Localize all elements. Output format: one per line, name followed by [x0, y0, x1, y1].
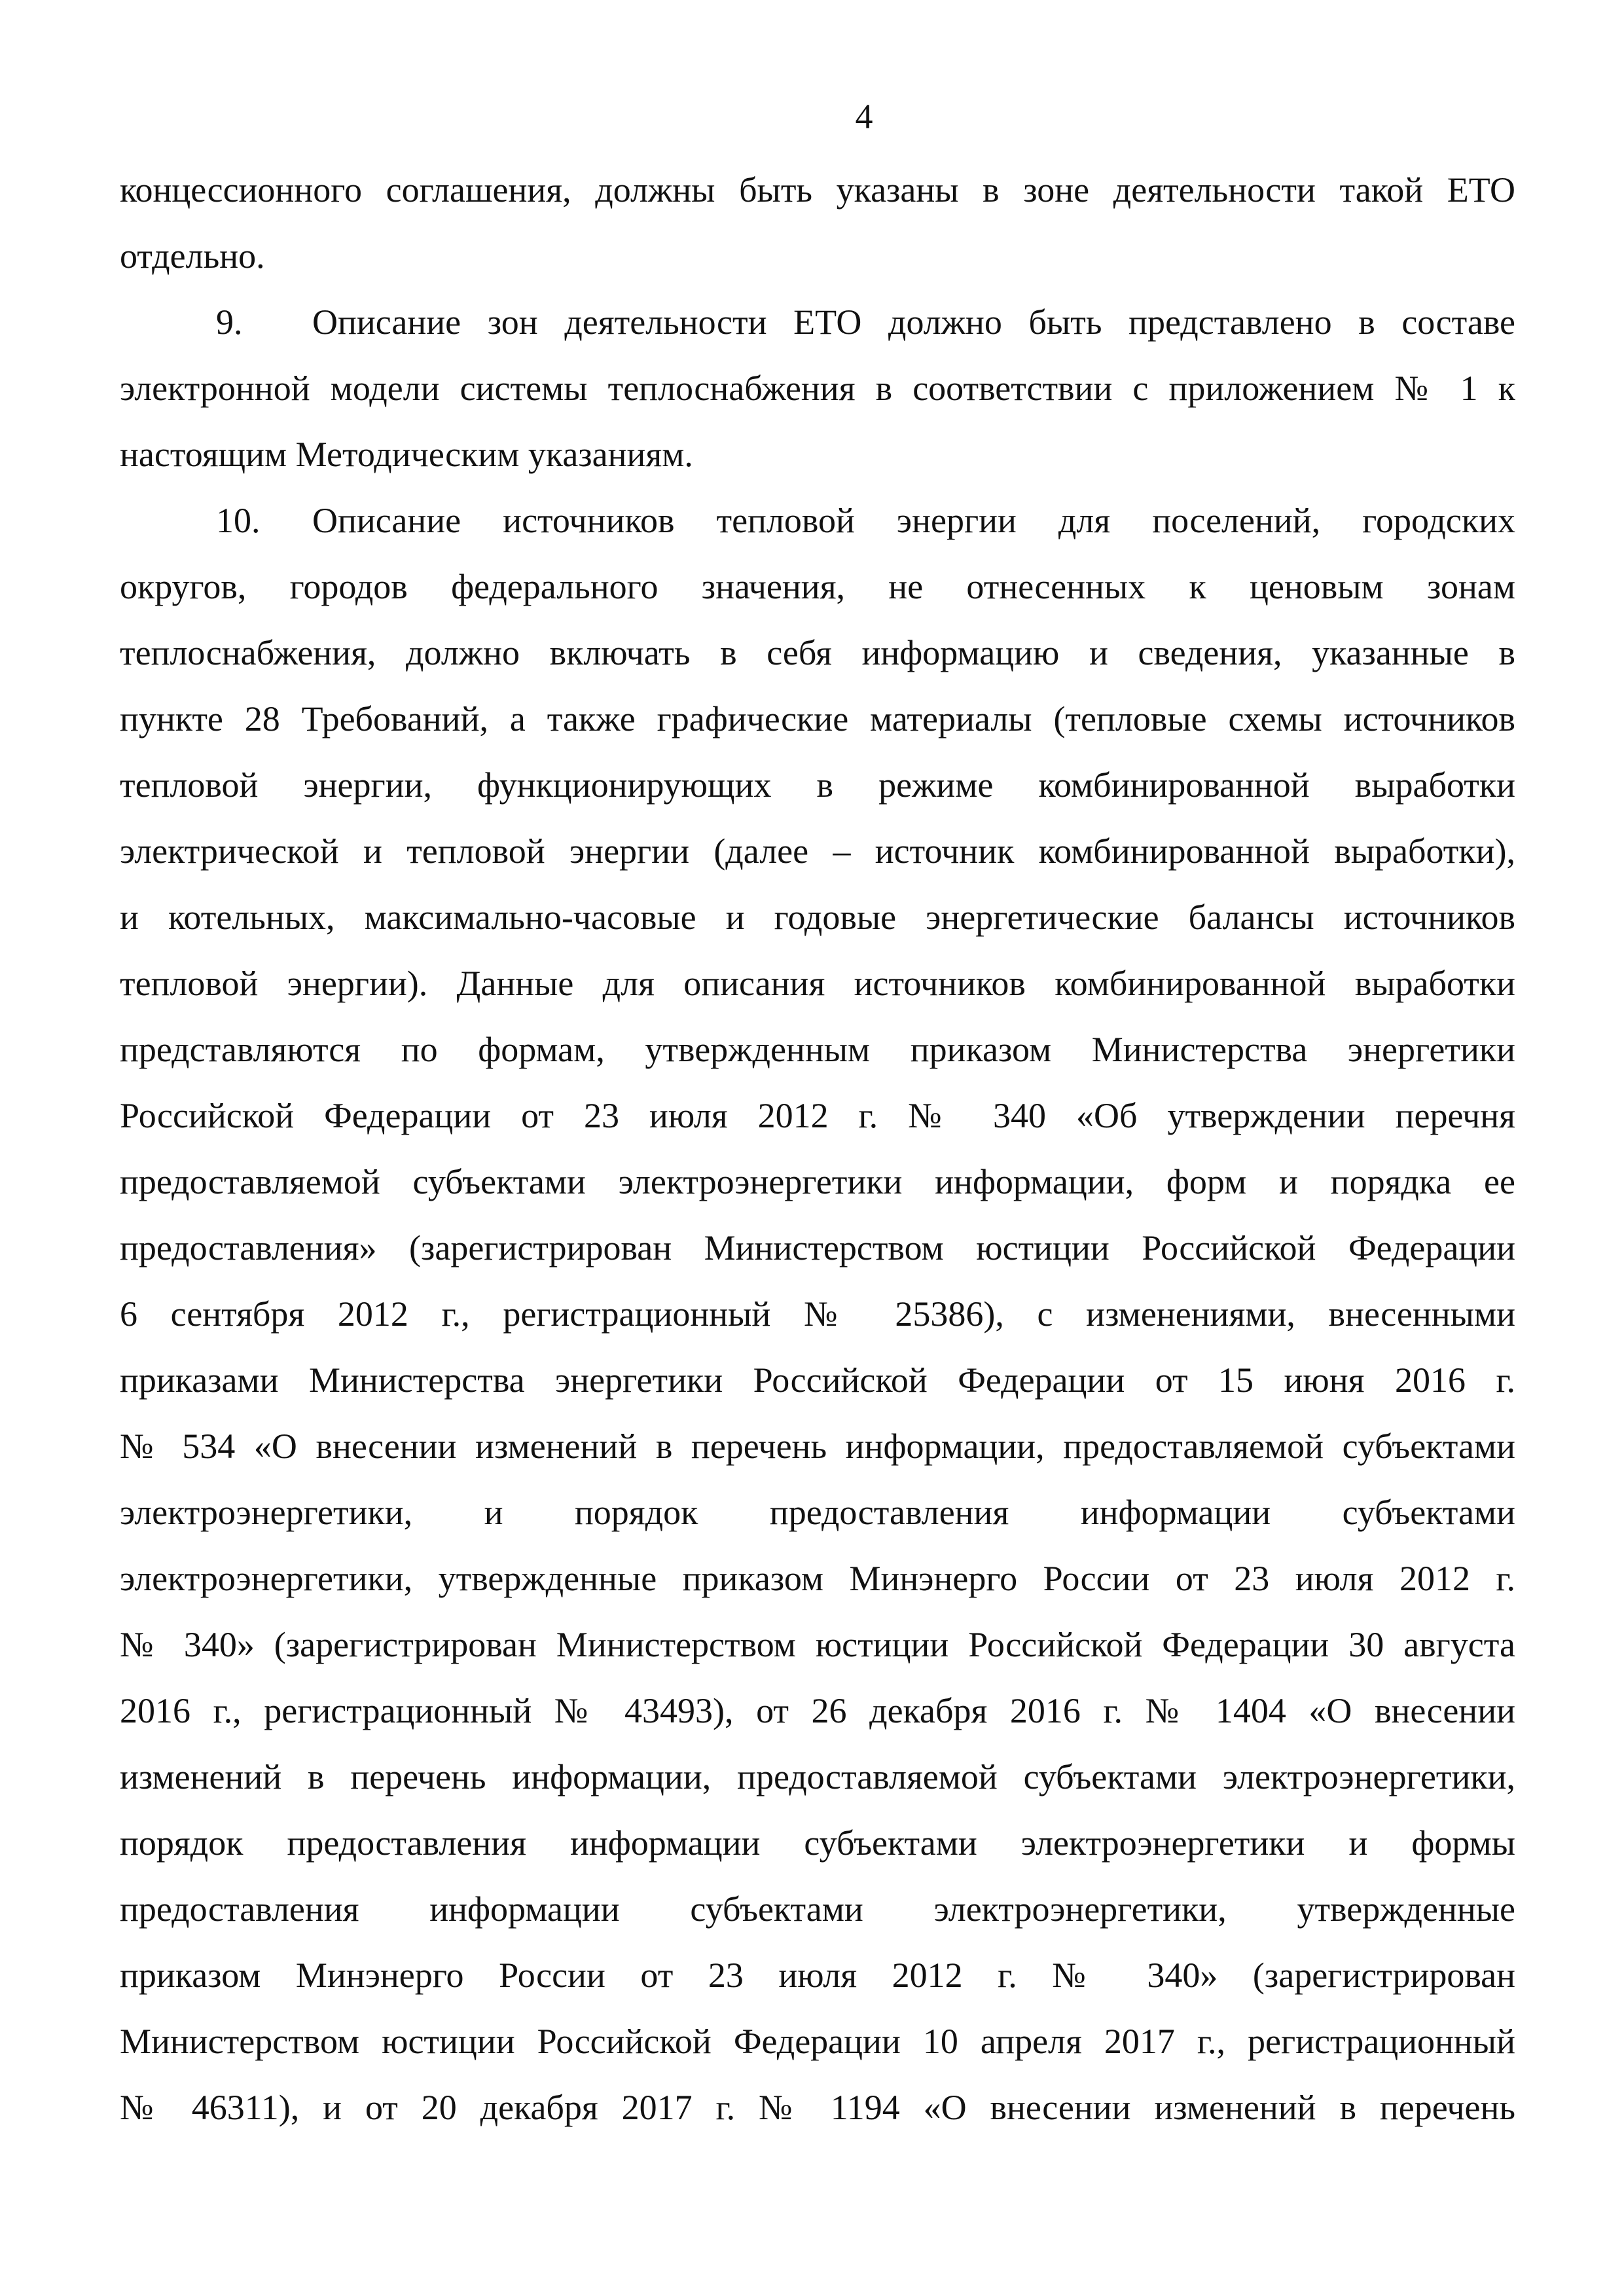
- text-line: округов, городов федерального значения, не отнесенных к ценовым зонам: [120, 567, 1515, 606]
- text-line: приказами Министерства энергетики Российской Федерации от 15 июня 2016 г.: [120, 1360, 1515, 1400]
- text-line: электроэнергетики, утвержденные приказом Минэнерго России от 23 июля 2012 г.: [120, 1559, 1515, 1598]
- text-line: предоставляемой субъектами электроэнергетики информации, форм и порядка ее: [120, 1162, 1515, 1201]
- text-line: 6 сентября 2012 г., регистрационный № 25386), с изменениями, внесенными: [120, 1294, 1515, 1334]
- text-line: представляются по формам, утвержденным приказом Министерства энергетики: [120, 1030, 1515, 1069]
- text-line: настоящим Методическим указаниям.: [120, 435, 693, 474]
- text-line: теплоснабжения, должно включать в себя информацию и сведения, указанные в: [120, 633, 1515, 672]
- text-line: отдельно.: [120, 236, 265, 276]
- text-line: приказом Минэнерго России от 23 июля 2012 г. № 340» (зарегистрирован: [120, 1956, 1515, 1995]
- text-line: электронной модели системы теплоснабжения в соответствии с приложением № 1 к: [120, 369, 1515, 408]
- text-line: пункте 28 Требований, а также графические материалы (тепловые схемы источников: [120, 699, 1515, 738]
- text-line: изменений в перечень информации, предоставляемой субъектами электроэнергетики,: [120, 1757, 1515, 1796]
- text-line: предоставления» (зарегистрирован Министерством юстиции Российской Федерации: [120, 1228, 1515, 1267]
- text-line: № 46311), и от 20 декабря 2017 г. № 1194 «О внесении изменений в перечень: [120, 2088, 1515, 2127]
- text-line: № 340» (зарегистрирован Министерством юстиции Российской Федерации 30 августа: [120, 1625, 1515, 1664]
- text-line: тепловой энергии). Данные для описания источников комбинированной выработки: [120, 964, 1515, 1003]
- text-line: Министерством юстиции Российской Федерации 10 апреля 2017 г., регистрационный: [120, 2022, 1515, 2061]
- text-line: концессионного соглашения, должны быть указаны в зоне деятельности такой ЕТО: [120, 170, 1515, 210]
- text-line: № 534 «О внесении изменений в перечень информации, предоставляемой субъектами: [120, 1427, 1515, 1466]
- paragraph-number: 10.: [216, 501, 261, 540]
- text-line-first: [120, 289, 1515, 355]
- text-line-content: Описание источников тепловой энергии для поселений, городских: [312, 501, 1515, 540]
- page-number: 4: [855, 97, 873, 136]
- paragraph-10: [120, 488, 1515, 2141]
- text-line-content: Описание зон деятельности ЕТО должно быть представлено в составе: [312, 302, 1515, 342]
- text-line: электрической и тепловой энергии (далее – источник комбинированной выработки),: [120, 831, 1515, 871]
- text-line: предоставления информации субъектами электроэнергетики, утвержденные: [120, 1889, 1515, 1929]
- text-line-first: [120, 488, 1515, 554]
- paragraph-9: [120, 289, 1515, 488]
- paragraph-number: 9.: [216, 302, 243, 342]
- text-line: тепловой энергии, функционирующих в режиме комбинированной выработки: [120, 765, 1515, 805]
- paragraph-continuation: [120, 157, 1515, 289]
- text-line: порядок предоставления информации субъектами электроэнергетики и формы: [120, 1823, 1515, 1863]
- text-line: 2016 г., регистрационный № 43493), от 26 декабря 2016 г. № 1404 «О внесении: [120, 1691, 1515, 1730]
- text-line: электроэнергетики, и порядок предоставления информации субъектами: [120, 1493, 1515, 1532]
- text-line: и котельных, максимально-часовые и годовые энергетические балансы источников: [120, 898, 1515, 937]
- text-line: Российской Федерации от 23 июля 2012 г. № 340 «Об утверждении перечня: [120, 1096, 1515, 1135]
